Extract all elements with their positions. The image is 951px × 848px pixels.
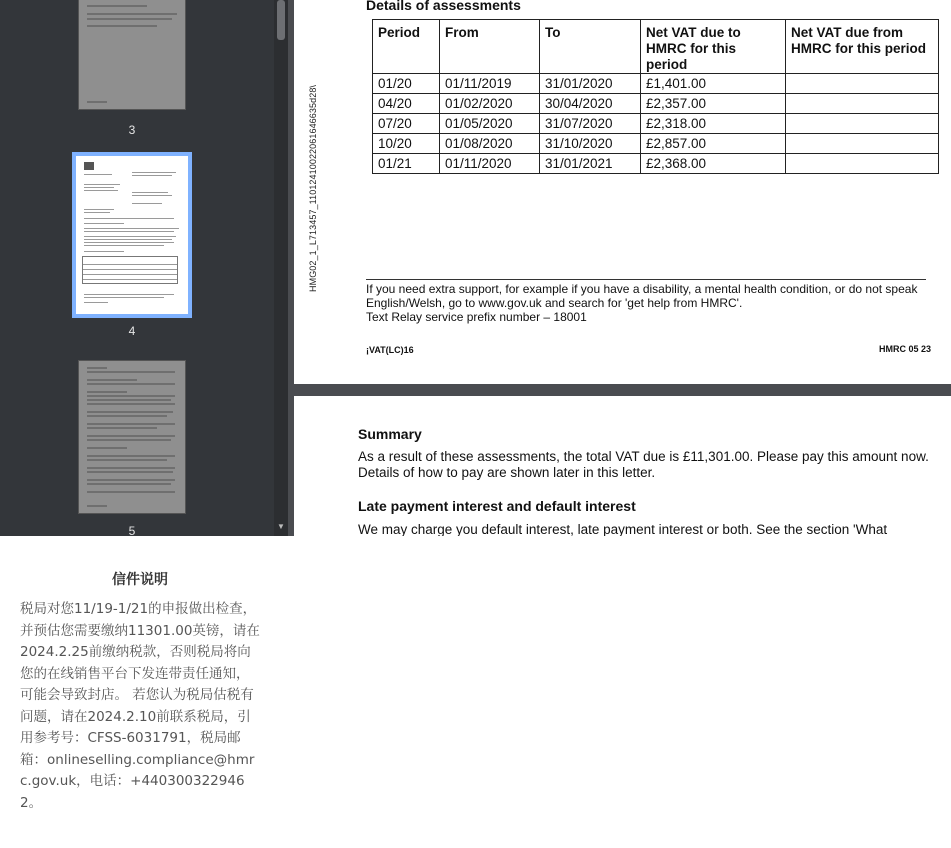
letter-note-panel: [0, 536, 280, 848]
cell-period: 04/20: [373, 94, 440, 114]
document-page: [294, 396, 951, 536]
cell-due-to: £2,368.00: [641, 154, 786, 174]
late-payment-text: We may charge you default interest, late payment interest or both. See the section 'What: [358, 522, 888, 536]
cell-period: 01/20: [373, 74, 440, 94]
thumbnail-sidebar[interactable]: [0, 0, 274, 536]
summary-text: As a result of these assessments, the total VAT due is £11,301.00. Please pay this amount now. Details of how to pay are shown later in this letter.: [358, 449, 929, 480]
thumbnail-scrollbar[interactable]: [274, 0, 288, 536]
cell-due-to: £2,318.00: [641, 114, 786, 134]
cell-due-from: [786, 94, 939, 114]
thumbnail-image: [72, 152, 192, 318]
note-body: 税局对您11/19-1/21的申报做出检查，并预估您需要缴纳11301.00英镑，请在2024.2.25前缴纳税款，否则税局将向您的在线销售平台下发连带责任通知，可能会导致封店。 若您认为税局估税有问题，请在2024.2.10前联系税局，引用参考号：CFSS-6031791，税局邮箱：onlineselling.compliance@hmrc.gov.uk，电话：+4403003229462。: [20, 601, 260, 811]
details-heading: Details of assessments: [366, 0, 521, 13]
document-area[interactable]: [288, 0, 951, 536]
table-row: [373, 114, 939, 134]
cell-due-to: £1,401.00: [641, 74, 786, 94]
cell-to: 31/01/2021: [540, 154, 641, 174]
triangle-down-icon[interactable]: ▼: [277, 522, 285, 531]
late-payment-heading: Late payment interest and default interest: [358, 498, 636, 514]
header-from: From: [440, 20, 540, 74]
cell-due-from: [786, 154, 939, 174]
cell-to: 31/01/2020: [540, 74, 641, 94]
support-text: If you need extra support, for example if you have a disability, a mental health condition, or do not speak English/Welsh, go to www.gov.uk and search for 'get help from HMRC'.: [366, 282, 918, 310]
cell-from: 01/11/2020: [440, 154, 540, 174]
cell-period: 07/20: [373, 114, 440, 134]
cell-from: 01/05/2020: [440, 114, 540, 134]
relay-text: Text Relay service prefix number – 18001: [366, 310, 587, 324]
header-to: To: [540, 20, 641, 74]
thumbnail-image: [78, 0, 186, 110]
header-period: Period: [373, 20, 440, 74]
cell-period: 10/20: [373, 134, 440, 154]
header-net-vat-due-from-hmrc: Net VAT due from HMRC for this period: [786, 20, 939, 74]
table-row: [373, 134, 939, 154]
support-text-block: [366, 282, 926, 324]
divider: [366, 279, 926, 280]
table-row: [373, 154, 939, 174]
cell-due-from: [786, 74, 939, 94]
thumbnail-page-number: 5: [128, 524, 136, 536]
cell-period: 01/21: [373, 154, 440, 174]
note-title: 信件说明: [112, 572, 168, 588]
table-header-row: [373, 20, 939, 74]
form-code: ¡VAT(LC)16: [366, 345, 414, 355]
cell-to: 31/10/2020: [540, 134, 641, 154]
thumbnail-image: [78, 360, 186, 514]
cell-due-from: [786, 134, 939, 154]
cell-from: 01/11/2019: [440, 74, 540, 94]
thumbnail-page-number: 4: [128, 324, 136, 338]
cell-to: 31/07/2020: [540, 114, 641, 134]
header-net-vat-due-to-hmrc: Net VAT due to HMRC for this period: [641, 20, 786, 74]
cell-due-from: [786, 114, 939, 134]
table-row: [373, 74, 939, 94]
document-page: [294, 0, 951, 384]
cell-from: 01/08/2020: [440, 134, 540, 154]
cell-due-to: £2,357.00: [641, 94, 786, 114]
assessments-table: [372, 19, 939, 174]
form-reference: HMRC 05 23: [878, 344, 931, 354]
document-side-identifier: HMG02_1_L713457_11012410022061646635d28\: [308, 84, 318, 292]
cell-from: 01/02/2020: [440, 94, 540, 114]
cell-due-to: £2,857.00: [641, 134, 786, 154]
summary-heading: Summary: [358, 426, 422, 442]
thumbnail-page-number: 3: [128, 123, 136, 137]
scrollbar-thumb[interactable]: [277, 0, 285, 40]
cell-to: 30/04/2020: [540, 94, 641, 114]
table-row: [373, 94, 939, 114]
